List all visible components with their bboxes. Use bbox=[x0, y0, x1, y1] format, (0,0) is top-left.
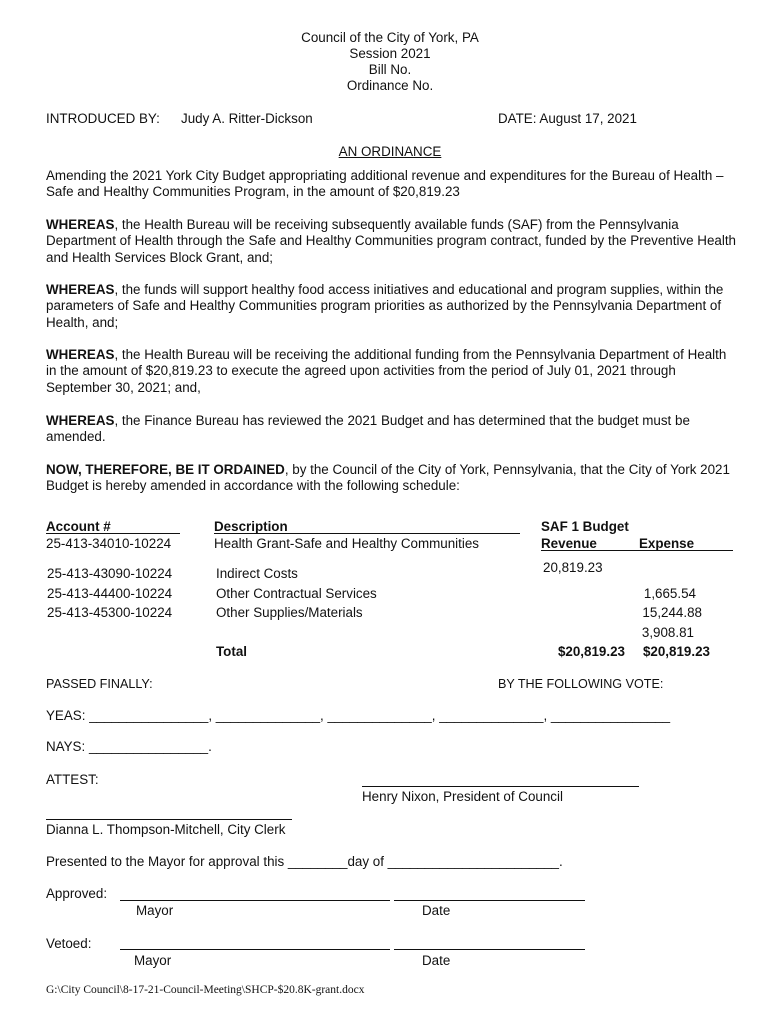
approved-mayor-caption: Mayor bbox=[136, 903, 174, 918]
approved-date-caption: Date bbox=[422, 903, 451, 918]
presented-to-mayor: Presented to the Mayor for approval this ________day of _______________________. bbox=[46, 854, 563, 869]
ordinance-heading: AN ORDINANCE bbox=[338, 144, 442, 159]
saf-header-rule bbox=[541, 550, 733, 551]
nays-label: NAYS: bbox=[46, 739, 86, 754]
whereas-text: , the funds will support healthy food access initiatives and educational and program supplies, within the parameters of Safe and Healthy Communities program priorities as authorized by the Pennsylvania Department of Health, and; bbox=[46, 282, 724, 330]
clerk-name: Dianna L. Thompson-Mitchell, City Clerk bbox=[46, 822, 286, 837]
whereas-paragraph-1 bbox=[46, 217, 736, 266]
introduced-by-name: Judy A. Ritter-Dickson bbox=[181, 111, 313, 126]
col-account-header: Account # bbox=[46, 519, 111, 534]
by-following-vote-label: BY THE FOLLOWING VOTE: bbox=[498, 677, 664, 691]
vetoed-date-line bbox=[394, 949, 585, 950]
president-signature-line bbox=[362, 786, 639, 787]
nays-blank: ________________. bbox=[88, 739, 212, 754]
attest-label: ATTEST: bbox=[46, 772, 99, 787]
vetoed-date-caption: Date bbox=[422, 953, 451, 968]
whereas-paragraph-3 bbox=[46, 347, 736, 396]
clerk-signature-line bbox=[46, 819, 292, 820]
ordinance-date: DATE: August 17, 2021 bbox=[498, 111, 637, 126]
col-expense-header: Expense bbox=[639, 536, 695, 551]
expense-description-1: Indirect Costs bbox=[216, 566, 298, 581]
col-revenue-header: Revenue bbox=[541, 536, 597, 551]
total-revenue: $20,819.23 bbox=[557, 644, 625, 659]
summary-paragraph: Amending the 2021 York City Budget appropriating additional revenue and expenditures for the Bureau of Health – Safe and Healthy Communities Program, in the amount of $20,819.23 bbox=[46, 168, 724, 200]
col-description-header: Description bbox=[214, 519, 288, 534]
ordained-text: , by the Council of the City of York, Pennsylvania, that the City of York 2021 Budget is hereby amended in accordance with the following schedule: bbox=[46, 462, 730, 494]
whereas-paragraph-4 bbox=[46, 413, 736, 446]
expense-account-3: 25-413-45300-10224 bbox=[47, 605, 173, 620]
vetoed-label: Vetoed: bbox=[46, 936, 92, 951]
yeas-line bbox=[46, 708, 670, 723]
expense-description-3: Other Supplies/Materials bbox=[216, 605, 363, 620]
council-name: Council of the City of York, PA bbox=[301, 30, 479, 45]
ordinance-number: Ordinance No. bbox=[346, 78, 434, 93]
nays-line bbox=[46, 739, 212, 754]
yeas-blanks: ________________, ______________, ______________, ______________, ________________ bbox=[89, 708, 671, 723]
session: Session 2021 bbox=[349, 46, 431, 61]
whereas-label: WHEREAS bbox=[46, 217, 115, 232]
vetoed-mayor-caption: Mayor bbox=[134, 953, 172, 968]
expense-amount-2: 15,244.88 bbox=[642, 605, 702, 620]
approved-date-line bbox=[394, 900, 585, 901]
col-saf-header: SAF 1 Budget bbox=[541, 519, 629, 534]
whereas-text: , the Health Bureau will be receiving the additional funding from the Pennsylvania Department of Health in the amount of $20,819.23 to execute the agreed upon activities from the period of July 01, 2021 through September 30, 2021; and, bbox=[46, 347, 727, 395]
account-header-rule bbox=[46, 533, 180, 534]
president-name: Henry Nixon, President of Council bbox=[362, 789, 563, 804]
whereas-label: WHEREAS bbox=[46, 282, 115, 297]
passed-finally-label: PASSED FINALLY: bbox=[46, 677, 153, 691]
total-expense: $20,819.23 bbox=[642, 644, 710, 659]
vetoed-mayor-signature-line bbox=[120, 949, 390, 950]
expense-description-2: Other Contractual Services bbox=[216, 586, 377, 601]
whereas-label: WHEREAS bbox=[46, 413, 115, 428]
description-header-rule bbox=[214, 533, 520, 534]
revenue-amount: 20,819.23 bbox=[543, 560, 603, 575]
approved-label: Approved: bbox=[46, 886, 108, 901]
whereas-text: , the Health Bureau will be receiving subsequently available funds (SAF) from the Pennsylvania Department of Health through the Safe and Healthy Communities program contract, funded by the Preventive Health and Health Services Block Grant, and; bbox=[46, 217, 736, 265]
whereas-paragraph-2 bbox=[46, 282, 736, 331]
introduced-by-label: INTRODUCED BY: bbox=[46, 111, 160, 126]
bill-number: Bill No. bbox=[368, 62, 412, 77]
file-path-footer: G:\City Council\8-17-21-Council-Meeting\SHCP-$20.8K-grant.docx bbox=[46, 984, 365, 996]
ordained-paragraph bbox=[46, 462, 736, 495]
ordained-label: NOW, THEREFORE, BE IT ORDAINED bbox=[46, 462, 285, 477]
expense-account-2: 25-413-44400-10224 bbox=[47, 586, 173, 601]
whereas-label: WHEREAS bbox=[46, 347, 115, 362]
total-label: Total bbox=[216, 644, 247, 659]
approved-mayor-signature-line bbox=[120, 900, 390, 901]
whereas-text: , the Finance Bureau has reviewed the 2021 Budget and has determined that the budget must be amended. bbox=[46, 413, 690, 445]
yeas-label: YEAS: bbox=[46, 708, 86, 723]
expense-amount-3: 3,908.81 bbox=[641, 625, 694, 640]
revenue-description: Health Grant-Safe and Healthy Communities bbox=[214, 536, 479, 551]
revenue-account: 25-413-34010-10224 bbox=[46, 536, 172, 551]
expense-amount-1: 1,665.54 bbox=[643, 586, 696, 601]
expense-account-1: 25-413-43090-10224 bbox=[47, 566, 173, 581]
